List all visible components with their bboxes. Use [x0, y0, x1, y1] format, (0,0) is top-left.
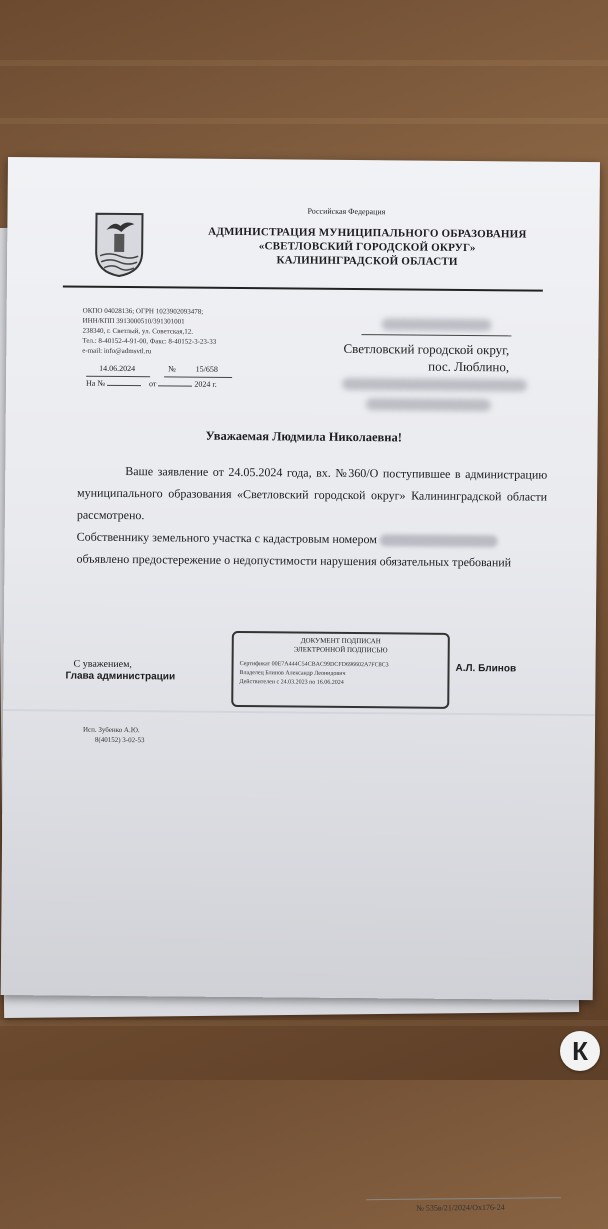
coat-of-arms-icon	[94, 212, 145, 278]
underlying-doc-footer: № 535в/21/2024/Ох176-24	[366, 1197, 561, 1225]
reference-line: На № от 2024 г.	[85, 378, 217, 389]
federation-label: Российская Федерация	[307, 206, 386, 217]
addressee: Светловский городской округ, пос. Люблино,	[343, 340, 510, 375]
greeting: Уважаемая Людмила Николаевна!	[205, 428, 403, 445]
redacted-recipient	[382, 318, 492, 331]
organization-requisites: ОКПО 04028136; ОГРН 1023902093478; ИНН/КПП 3913000510/391301001 238340, г. Светлый, ул. Советская,12. Тел.: 8-40152-4-91-00, Факс: 8-40152-3-23-33 e-mail: info@admsvtl.ru	[82, 306, 217, 356]
redacted-cadastral-number	[380, 535, 498, 548]
closing-block: С уважением, Глава администрации	[65, 658, 176, 683]
e-signature-stamp: ДОКУМЕНТ ПОДПИСАН ЭЛЕКТРОННОЙ ПОДПИСЬЮ Сертификат 00E7A444C54CBAC99DCFD696602A7FC8C3 Владелец Блинов Александр Леонидович Действителен с 24.03.2023 по 16.06.2024	[231, 631, 450, 709]
letter-body: Ваше заявление от 24.05.2024 года, вх. №360/О поступившее в администрацию муниципального образования «Светловский городской округ» Калининградской области рассмотрено. Собственнику земельного участка с кадастровым номером объявлено предостережение о недопустимости нарушения обязательных требований	[76, 464, 548, 570]
organization-title: АДМИНИСТРАЦИЯ МУНИЦИПАЛЬНОГО ОБРАЗОВАНИЯ «СВЕТЛОВСКИЙ ГОРОДСКОЙ ОКРУГ» КАЛИНИНГРАДСКОЙ ОБЛАСТИ	[208, 225, 527, 268]
redacted-address	[342, 378, 527, 392]
watermark-badge-icon: К	[560, 1031, 600, 1071]
registration-line: 14.06.2024 № 15/658	[99, 363, 218, 374]
signer-name: А.Л. Блинов	[455, 662, 517, 675]
redacted-address	[366, 398, 491, 411]
letter-sheet	[1, 157, 600, 1000]
executor-info: Исп. Зубенко А.Ю. 8(40152) 3-02-53	[82, 725, 145, 745]
